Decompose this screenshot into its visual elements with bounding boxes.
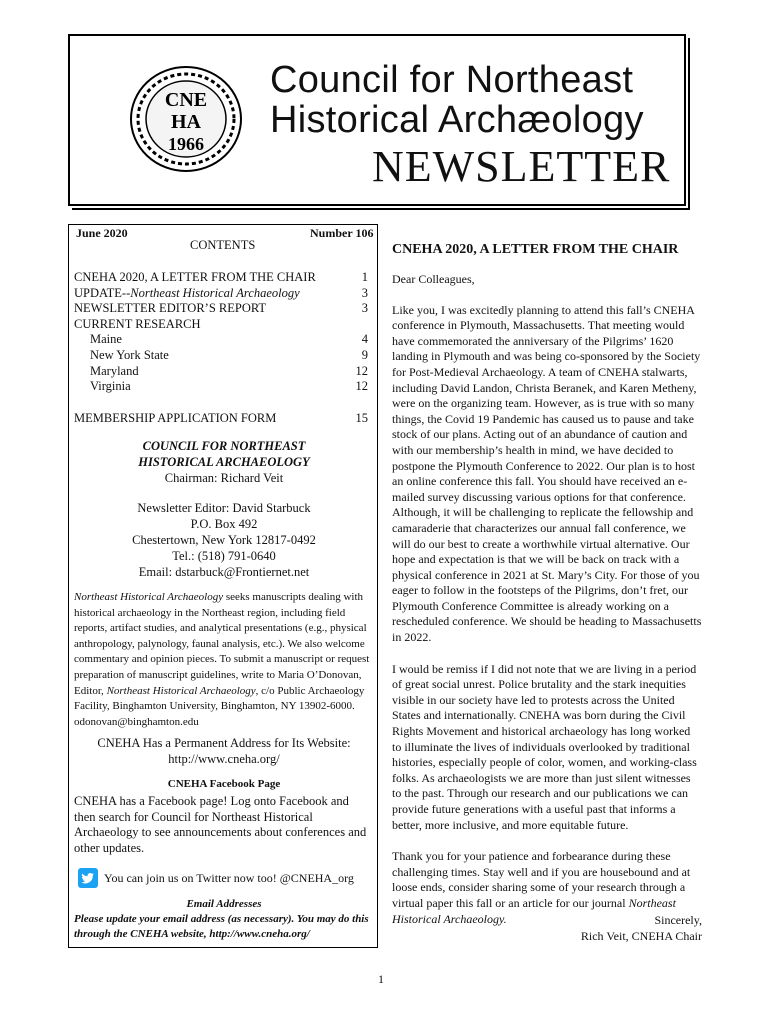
- org-title-line2: Historical Archæology: [270, 99, 644, 141]
- toc-item-label: Maryland: [90, 363, 139, 378]
- issue-number: Number 106: [310, 226, 374, 240]
- letter-paragraph: Like you, I was excitedly planning to attend this fall’s CNEHA conference in Plymouth, Massachusetts. That meeting would have commemorated the anniversary of the Pilgrims’ 1620 landing in Plymouth and was being co-sponsored by the Society for Post-Medieval Archaeology. A team of CNEHA stalwarts, including David Landon, Christa Beranek, and Karen Metheny, were on the organizing team. However, as is true with so many things, the Covid 19 Pandemic has caused us to pause and take stock of our plans. Acting out of an abundance of caution and with our membership’s health in mind, we have decided to postpone the Plymouth Conference to 2022. Our plan is to host an online conference this fall. You should have received an e-mailed survey discussing various options for that conference. Although, it will be challenging to replicate the fellowship and camaraderie that characterizes our annual fall conference, we will do our best to create a worthwhile virtual alternative. Our hope and expectation is that we will be back on track with a physical conference in 2021 at St. Mary’s City. For those of you eager to follow in the footsteps of the Pilgrims, don’t fret, our Plymouth Conference Committee is already working on a rescheduled conference. We should be heading to Massachusetts in 2022.: [392, 302, 702, 645]
- letter-closing: Sincerely,: [654, 913, 702, 927]
- letter-title: CNEHA 2020, A LETTER FROM THE CHAIR: [392, 242, 679, 257]
- letter-signoff: [392, 913, 702, 944]
- council-name: [74, 438, 374, 470]
- email-heading: Email Addresses: [186, 898, 262, 910]
- website-label: CNEHA Has a Permanent Address for Its Website:: [97, 736, 351, 750]
- toc-item-label: NEWSLETTER EDITOR’S REPORT: [74, 301, 267, 316]
- contents-heading: CONTENTS: [190, 238, 256, 252]
- email-text: Please update your email address (as necessary). You may do this through the CNEHA website, http://www.cneha.org/: [74, 913, 369, 940]
- issue-date: June 2020: [76, 226, 128, 240]
- letter-paragraph: I would be remiss if I did not note that we are living in a period of great social unrest. Police brutality and the stark inequities visible in our society have led to protests across the United States and internationally. CNEHA was born during the Civil Rights Movement and historical archaeology has long worked to illuminate the lives of individuals overlooked by traditional histories, especially people of color, women, and working-class folks. As archaeologists we are more than just silent witnesses to the past. Through our research and our publications we can provide future generations with a useful past that informs a better, more inclusive, and more equitable future.: [392, 661, 697, 832]
- toc-item-label: MEMBERSHIP APPLICATION FORM: [74, 410, 277, 425]
- toc-item-page: 4: [361, 332, 368, 347]
- toc-item[interactable]: [74, 364, 374, 380]
- twitter-notice: [78, 868, 374, 890]
- journal-title: Northeast Historical Archaeology: [74, 591, 224, 603]
- twitter-text[interactable]: You can join us on Twitter now too! @CNEHA_org: [104, 871, 354, 885]
- toc-item[interactable]: [74, 379, 374, 395]
- toc-item[interactable]: [74, 286, 374, 302]
- toc-item-label: New York State: [90, 347, 169, 362]
- toc-item[interactable]: [74, 411, 374, 427]
- cneha-seal-logo: [128, 64, 244, 174]
- facebook-heading: CNEHA Facebook Page: [167, 778, 281, 790]
- letter-salutation: Dear Colleagues,: [392, 272, 475, 286]
- toc-item-page: 12: [355, 363, 368, 378]
- toc-item-label: Maine: [90, 332, 122, 347]
- toc-item[interactable]: [74, 301, 374, 317]
- manuscripts-text-1: seeks manuscripts dealing with historical archaeology in the Northeast region, including field reports, artifact studies, and analytical presentations (e.g., physical anthropology, palynology, faunal analysis, etc.). We also welcome commentary and opinion pieces. To submit a manuscript or request preparation of manuscript guidelines, write to Maria O’Donovan, Editor,: [74, 591, 370, 697]
- toc-item-page: 15: [355, 410, 368, 425]
- toc-item[interactable]: [74, 348, 374, 364]
- seal-text-2: HA: [171, 111, 201, 133]
- toc-item-page: 1: [361, 270, 368, 284]
- editor-contact: [74, 500, 374, 580]
- editor-city: Chestertown, New York 12817-0492: [132, 533, 316, 547]
- toc-item-page: 12: [355, 379, 368, 394]
- toc-item-page: 9: [361, 347, 368, 362]
- council-name-line2: HISTORICAL ARCHAEOLOGY: [138, 455, 310, 469]
- letter-paragraph-text: Thank you for your patience and forbearance during these challenging times. Stay well and if you are housebound and at loose ends, consider sharing some of your research through a virtual paper this fall or an article for our journal: [392, 849, 691, 910]
- facebook-text: CNEHA has a Facebook page! Log onto Facebook and then search for Council for Northeast Historical Archaeology to see announcements about conferences and other updates.: [74, 794, 367, 855]
- toc-item-label: CURRENT RESEARCH: [74, 316, 201, 331]
- seal-text-1: CNE: [164, 89, 208, 111]
- letter-signature: Rich Veit, CNEHA Chair: [580, 928, 702, 943]
- council-name-line1: COUNCIL FOR NORTHEAST: [142, 439, 306, 453]
- editor-phone: Tel.: (518) 791-0640: [172, 549, 276, 563]
- editor-name: Newsletter Editor: David Starbuck: [137, 501, 311, 515]
- org-title-line1: Council for Northeast: [270, 59, 634, 101]
- toc-item-label-prefix: UPDATE--: [74, 285, 131, 300]
- page-number: 1: [378, 972, 384, 986]
- journal-title: Northeast Historical Archaeology: [106, 684, 256, 697]
- letter-body: [392, 272, 702, 943]
- toc-item-label: CNEHA 2020, A LETTER FROM THE CHAIR: [74, 270, 316, 284]
- editor-email[interactable]: Email: dstarbuck@Frontiernet.net: [138, 565, 310, 579]
- chairman: Chairman: Richard Veit: [164, 471, 284, 485]
- toc-item-label-italic: Northeast Historical Archaeology: [130, 285, 300, 300]
- manuscripts-text-2: , c/o Public Archaeology Facility, Binghamton University, Binghamton, NY 13902-6000. odonovan@binghamton.edu: [74, 684, 365, 728]
- toc-item-label: Virginia: [90, 379, 131, 394]
- journal-title: Northeast Historical Archaeology.: [392, 895, 676, 926]
- website-notice: [74, 735, 374, 767]
- website-link[interactable]: http://www.cneha.org/: [168, 752, 280, 766]
- seal-text-3: 1966: [168, 134, 204, 154]
- twitter-bird-icon: [78, 868, 98, 888]
- toc-item-page: 3: [361, 301, 368, 316]
- toc-item[interactable]: [74, 332, 374, 348]
- toc-item[interactable]: [74, 270, 374, 286]
- newsletter-title: NEWSLETTER: [372, 142, 671, 191]
- manuscripts-notice: [74, 590, 374, 730]
- editor-po-box: P.O. Box 492: [190, 517, 258, 531]
- table-of-contents: [74, 270, 374, 426]
- toc-item-page: 3: [361, 285, 368, 300]
- toc-item[interactable]: [74, 317, 374, 333]
